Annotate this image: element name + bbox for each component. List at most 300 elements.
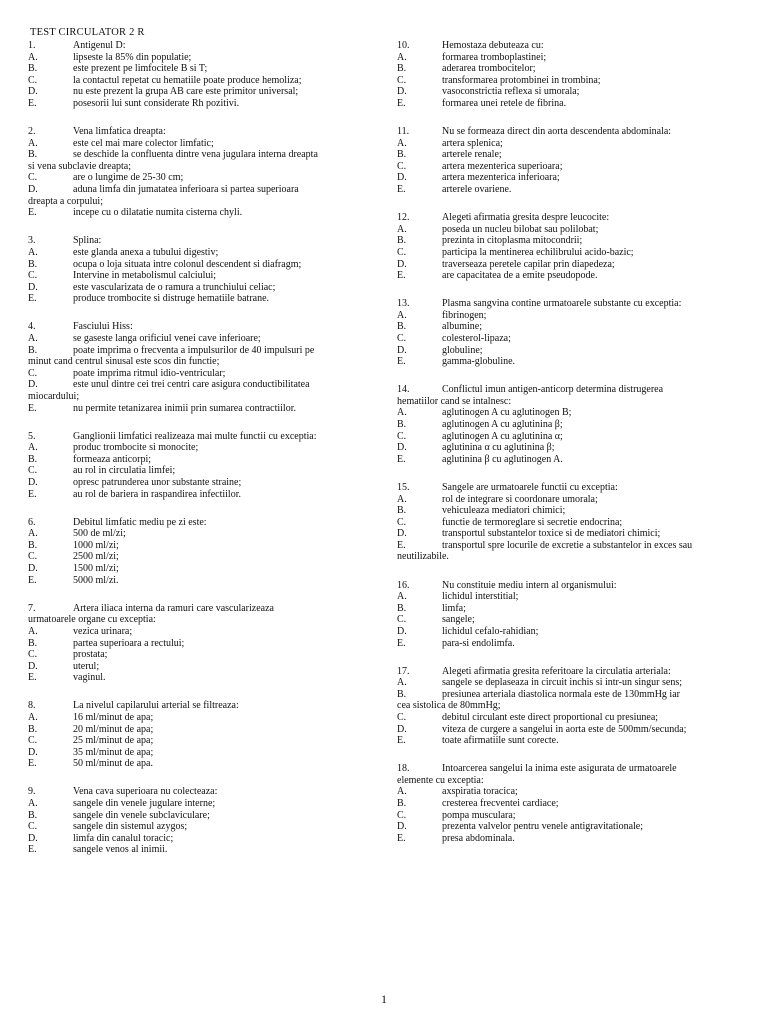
question-text: Intoarcerea sangelui la inima este asigurata de urmatoarele [442,763,677,775]
option-text: nu permite tetanizarea inimii prin sumarea contractiilor. [73,402,296,414]
option-text: prezenta valvelor pentru venele antigravitationale; [442,821,644,833]
option-letter: A. [397,677,407,689]
option-text: 16 ml/minut de apa; [73,712,154,723]
answer-option [397,735,755,747]
question-stem [28,700,380,712]
answer-option [397,149,755,161]
answer-option [397,540,755,552]
question-block [397,482,755,563]
answer-option [397,310,755,322]
answer-option [28,626,380,638]
option-letter: E. [28,402,37,414]
left-column [28,40,380,873]
option-text: aduna limfa din jumatatea inferioara si partea superioara [73,184,299,196]
option-letter: E. [28,672,37,684]
question-block [397,384,755,465]
question-stem [397,763,755,775]
answer-option [28,172,380,184]
option-letter: C. [28,74,38,86]
option-letter: A. [397,223,407,235]
option-text: formarea unei retele de fibrina. [442,97,567,109]
answer-option [397,407,755,419]
option-text: lichidul cefalo-rahidian; [442,625,539,637]
question-block [397,666,755,747]
option-text: se deschide la confluenta dintre vena jugulara interna dreapta [73,149,318,161]
option-letter: E. [397,184,406,196]
answer-option [397,52,755,64]
option-text: arterele ovariene. [442,184,512,196]
option-text: sangele din sistemul azygos; [73,821,188,833]
question-number: 10. [397,40,410,51]
option-text: transportul substantelor toxice si de mediatori chimici; [442,528,661,540]
option-text: este glanda anexa a tubului digestiv; [73,246,219,258]
answer-option [28,747,380,759]
answer-option [397,810,755,822]
option-letter: B. [397,63,407,75]
option-letter: A. [397,309,407,321]
question-stem [397,482,755,494]
answer-option [28,270,380,282]
answer-option [397,442,755,454]
option-text: poseda un nucleu bilobat sau polilobat; [442,223,599,235]
answer-option [397,86,755,98]
option-letter: B. [397,321,407,333]
option-letter: C. [397,246,407,258]
answer-option [397,345,755,357]
question-stem [28,126,380,138]
option-letter: D. [28,477,38,488]
option-letter: C. [397,160,407,172]
option-text: formeaza anticorpi; [73,453,152,465]
answer-option [28,149,380,161]
option-text-continued: minut cand centrul sinusal este scos din functie; [28,356,220,368]
option-text: traverseaza peretele capilar prin diapedeza; [442,258,615,270]
question-text: Conflictul imun antigen-anticorp determina distrugerea [442,384,664,396]
option-text: are capacitatea de a emite pseudopode. [442,270,598,282]
option-text: este cel mai mare colector limfatic; [73,137,214,149]
question-number: 16. [397,579,410,591]
option-letter: C. [28,367,38,379]
option-text: 500 de ml/zi; [73,528,126,540]
question-text-continued: hematiilor cand se intalnesc: [397,395,512,407]
answer-option [28,75,380,87]
option-letter: B. [28,258,38,270]
answer-option [397,184,755,196]
answer-option [28,528,380,540]
option-letter: D. [397,821,407,833]
question-number: 18. [397,763,410,775]
option-text: 1000 ml/zi; [73,539,119,551]
option-letter: B. [397,505,407,517]
option-letter: C. [397,712,407,723]
option-text: aglutinogen A cu aglutinina α; [442,430,563,442]
question-text: Fasciului Hiss: [73,321,133,333]
answer-option [28,821,380,833]
answer-option [28,798,380,810]
answer-option [28,52,380,64]
option-text: artera splenica; [442,137,503,149]
option-letter: B. [397,798,407,810]
option-text: 2500 ml/zi; [73,551,119,563]
option-letter: C. [28,821,38,833]
question-block [397,126,755,196]
option-letter: E. [28,488,37,500]
answer-option [28,63,380,75]
answer-option [28,86,380,98]
option-letter: A. [28,332,38,344]
answer-option [28,403,380,415]
option-letter: D. [397,528,407,540]
option-text: globuline; [442,344,483,356]
question-block [28,431,380,501]
option-text: produc trombocite si monocite; [73,442,199,454]
option-text: 1500 ml/zi; [73,563,119,575]
option-text: este vascularizata de o ramura a trunchiului celiac; [73,281,276,293]
option-letter: B. [28,637,38,649]
option-text-continued: si vena subclavie dreapta; [28,160,132,172]
option-letter: A. [28,246,38,258]
question-stem [397,126,755,138]
option-letter: E. [397,637,406,649]
option-text: 50 ml/minut de apa. [73,758,153,770]
question-stem [28,517,380,529]
answer-option [28,844,380,856]
option-letter: A. [397,493,407,505]
answer-option [397,235,755,247]
option-text: opresc patrunderea unor substante straine; [73,477,242,488]
answer-option [28,379,380,391]
option-letter: D. [28,660,38,672]
option-letter: E. [397,539,406,551]
answer-option [28,333,380,345]
option-text: pompa musculara; [442,809,516,821]
question-number: 17. [397,665,410,677]
option-text-continued: cea sistolica de 80mmHg; [397,700,501,712]
option-text: lichidul interstitial; [442,591,519,603]
option-letter: D. [397,723,407,735]
option-text: sangele din venele jugulare interne; [73,798,216,810]
option-letter: E. [397,735,406,747]
option-text: vasoconstrictia reflexa si umorala; [442,86,580,98]
option-text: 35 ml/minut de apa; [73,746,154,758]
answer-option [397,614,755,626]
option-letter: E. [28,207,37,219]
option-text: functie de termoreglare si secretie endocrina; [442,516,623,528]
answer-option [397,494,755,506]
question-block [28,603,380,684]
answer-option [28,661,380,673]
question-number: 8. [28,700,36,712]
option-text: limfa din canalul toracic; [73,832,174,844]
answer-option [397,724,755,736]
option-text: 25 ml/minut de apa; [73,735,154,747]
option-text: 20 ml/minut de apa; [73,723,154,735]
option-text: prostata; [73,649,108,661]
answer-option [397,591,755,603]
option-letter: D. [397,344,407,356]
option-text: artera mezenterica superioara; [442,160,563,172]
question-block [397,298,755,368]
option-text: transportul spre locurile de excretie a substantelor in exces sau [442,539,693,551]
question-stem [28,40,380,52]
question-stem [28,603,380,615]
question-number: 14. [397,384,410,396]
option-text: prezinta in citoplasma mitocondrii; [442,235,583,247]
option-letter: B. [397,688,407,700]
option-letter: B. [397,235,407,247]
question-text: Vena cava superioara nu colecteaza: [73,786,218,798]
question-stem [28,321,380,333]
answer-option [397,419,755,431]
option-letter: A. [28,442,38,454]
answer-option [28,138,380,150]
answer-option [28,465,380,477]
answer-option [397,528,755,540]
option-text: aderarea trombocitelor; [442,63,536,75]
answer-option [28,735,380,747]
answer-option [28,672,380,684]
option-text: vehiculeaza mediatori chimici; [442,505,566,517]
option-letter: B. [28,63,38,75]
document-title: TEST CIRCULATOR 2 R [30,27,145,38]
question-text: Vena limfatica dreapta: [73,126,166,138]
option-letter: A. [397,51,407,63]
option-letter: D. [397,442,407,454]
answer-option [28,810,380,822]
question-text: Splina: [73,235,102,247]
option-letter: D. [28,184,38,196]
option-text: fibrinogen; [442,309,487,321]
answer-option [397,321,755,333]
option-text: vaginul. [73,672,106,684]
question-text: Alegeti afirmatia gresita despre leucocite: [442,212,610,224]
answer-option [397,505,755,517]
answer-option [397,259,755,271]
option-text: toate afirmatiile sunt corecte. [442,735,559,747]
option-text: poate imprima o frecventa a impulsurilor de 40 impulsuri pe [73,344,315,356]
answer-option [397,689,755,701]
answer-option [28,368,380,380]
answer-option [28,98,380,110]
question-number: 7. [28,602,36,614]
question-stem [397,298,755,310]
question-stem [28,235,380,247]
option-letter: B. [28,344,38,356]
option-letter: A. [397,137,407,149]
option-letter: D. [28,832,38,844]
question-stem [397,666,755,678]
option-letter: E. [397,356,406,368]
option-text: para-si endolimfa. [442,637,515,649]
answer-option [28,293,380,305]
question-number: 5. [28,430,36,442]
option-text: aglutinina β cu aglutinogen A. [442,453,563,465]
question-number: 11. [397,126,410,138]
option-letter: C. [28,172,38,184]
option-text: gamma-globuline. [442,356,516,368]
answer-option [28,345,380,357]
answer-option [397,270,755,282]
option-text: poate imprima ritmul idio-ventricular; [73,367,226,379]
option-text: limfa; [442,602,466,614]
option-letter: C. [397,516,407,528]
question-block [397,763,755,844]
answer-option [397,356,755,368]
option-text: uterul; [73,660,100,672]
option-letter: A. [28,625,38,637]
answer-option [28,638,380,650]
option-letter: A. [28,51,38,63]
answer-option [397,638,755,650]
option-letter: E. [28,574,37,586]
option-text: sangele se deplaseaza in circuit inchis si intr-un singur sens; [442,677,683,689]
option-text: debitul circulant este direct proportional cu presiunea; [442,712,659,723]
answer-option [28,575,380,587]
answer-option [397,63,755,75]
option-letter: E. [28,758,37,770]
option-text: arterele renale; [442,149,502,161]
option-letter: D. [28,746,38,758]
question-block [28,700,380,770]
option-letter: E. [28,293,37,305]
option-text-continued: dreapta a corpului; [28,195,103,207]
option-text: rol de integrare si coordonare umorala; [442,493,598,505]
answer-option [28,833,380,845]
option-letter: B. [28,723,38,735]
question-text-continued: urmatoarele organe cu exceptia: [28,614,156,626]
option-text: Intervine in metabolismul calciului; [73,270,217,282]
question-block [397,212,755,282]
question-number: 3. [28,235,36,247]
answer-option [397,172,755,184]
question-text: La nivelul capilarului arterial se filtreaza: [73,700,239,712]
option-letter: D. [397,86,407,98]
option-letter: A. [28,137,38,149]
option-letter: B. [397,602,407,614]
option-text: sangele venos al inimii. [73,844,168,856]
question-stem [397,580,755,592]
option-text: partea superioara a rectului; [73,637,185,649]
answer-option [397,333,755,345]
answer-option [28,551,380,563]
option-letter: C. [28,551,38,563]
answer-option [28,454,380,466]
question-text: Antigenul D: [73,40,126,51]
option-letter: B. [28,149,38,161]
option-letter: B. [28,453,38,465]
question-text: Plasma sangvina contine urmatoarele substante cu exceptia: [442,298,682,310]
option-text: aglutinogen A cu aglutinogen B; [442,407,572,419]
answer-option [397,98,755,110]
option-letter: E. [397,97,406,109]
option-text: sangele din venele subclaviculare; [73,809,210,821]
option-letter: D. [28,281,38,293]
answer-option [28,649,380,661]
option-text: au rol in circulatia limfei; [73,465,176,477]
option-letter: E. [397,270,406,282]
option-text: viteza de curgere a sangelui in aorta este de 500mm/secunda; [442,723,687,735]
option-letter: B. [28,809,38,821]
question-block [397,580,755,650]
question-number: 4. [28,321,36,333]
option-letter: E. [28,844,37,856]
answer-option [397,798,755,810]
answer-option [397,431,755,443]
option-letter: A. [28,798,38,810]
page-number: 1 [381,992,387,1006]
answer-option [397,603,755,615]
question-number: 1. [28,40,36,51]
answer-option [28,712,380,724]
answer-option [397,821,755,833]
question-number: 2. [28,126,36,138]
option-text: la contactul repetat cu hematiile poate produce hemoliza; [73,74,302,86]
option-text: are o lungime de 25-30 cm; [73,172,184,184]
question-stem [397,212,755,224]
option-letter: E. [28,97,37,109]
option-text: axspiratia toracica; [442,786,518,798]
question-text: Sangele are urmatoarele functii cu exceptia: [442,481,618,493]
answer-option [397,786,755,798]
option-text: 5000 ml/zi. [73,574,119,586]
option-letter: C. [28,270,38,282]
question-stem [28,431,380,443]
question-number: 13. [397,298,410,310]
option-text: sangele; [442,614,475,626]
option-text: este unul dintre cei trei centri care asigura conductibilitatea [73,379,310,391]
option-letter: D. [397,172,407,184]
option-text: nu este prezent la grupa AB care este primitor universal; [73,86,299,98]
answer-option [397,138,755,150]
option-letter: E. [397,832,406,844]
answer-option [397,161,755,173]
option-text: se gaseste langa orificiul venei cave inferioare; [73,332,261,344]
option-letter: B. [28,539,38,551]
option-letter: A. [28,528,38,540]
question-block [28,786,380,856]
option-text: lipseste la 85% din populatie; [73,51,192,63]
answer-option [397,626,755,638]
answer-option [28,207,380,219]
question-text-continued: elemente cu exceptia: [397,774,484,786]
question-number: 6. [28,516,36,528]
option-text: incepe cu o dilatatie numita cisterna chyli. [73,207,243,219]
option-letter: D. [28,563,38,575]
option-letter: C. [397,332,407,344]
question-text: Nu constituie mediu intern al organismului: [442,579,617,591]
question-number: 9. [28,786,36,798]
option-text: presiunea arteriala diastolica normala este de 130mmHg iar [442,688,680,700]
answer-option [397,247,755,259]
option-letter: A. [397,407,407,419]
answer-option [397,677,755,689]
option-letter: C. [397,74,407,86]
answer-option [397,224,755,236]
question-number: 12. [397,212,410,224]
question-stem [28,786,380,798]
option-letter: B. [397,419,407,431]
option-letter: A. [397,591,407,603]
option-letter: D. [397,625,407,637]
question-stem [397,40,755,52]
answer-option [28,282,380,294]
question-text: Artera iliaca interna da ramuri care vascularizeaza [73,602,274,614]
option-letter: C. [397,614,407,626]
answer-option [397,712,755,724]
option-letter: C. [28,735,38,747]
option-letter: C. [397,809,407,821]
option-text: formarea tromboplastinei; [442,51,547,63]
